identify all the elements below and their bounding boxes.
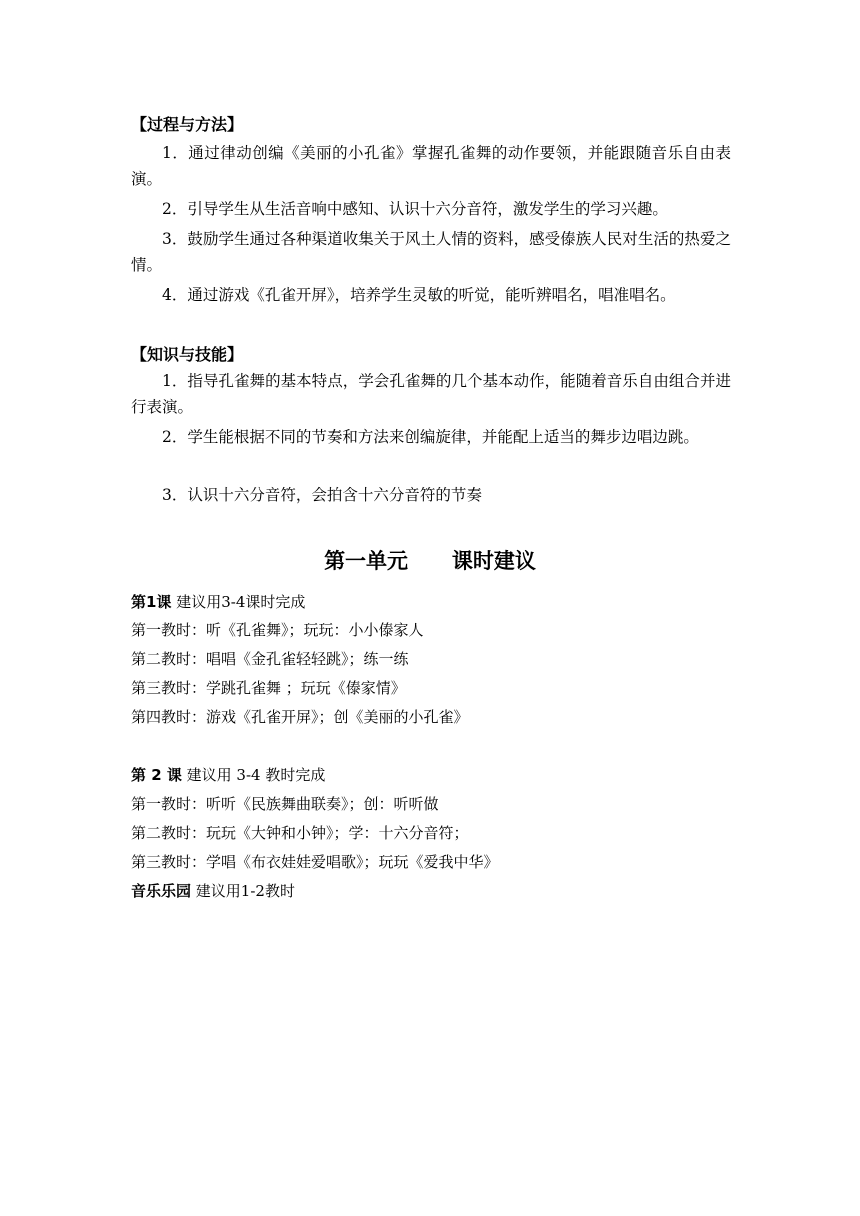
lesson2-header [131,764,325,785]
knowledge-item-1: 1．指导孔雀舞的基本特点，学会孔雀舞的几个基本动作，能随着音乐自由组合并进行表演。 [131,372,731,416]
lesson1-label: 第1课 [131,593,172,611]
music-park-label: 音乐乐园 [131,882,192,900]
lesson1-period-4: 第四教时：游戏《孔雀开屏》；创《美丽的小孔雀》 [131,708,469,726]
music-park-line [131,880,295,901]
lesson2-period-3: 第三教时：学唱《布衣娃娃爱唱歌》；玩玩《爱我中华》 [131,853,499,871]
lesson1-suggestion: 建议用3-4课时完成 [171,593,306,611]
lesson1-period-1: 第一教时：听《孔雀舞》；玩玩：小小傣家人 [131,621,424,639]
process-item-1: 1．通过律动创编《美丽的小孔雀》掌握孔雀舞的动作要领，并能跟随音乐自由表演。 [131,144,731,188]
lesson1-period-2: 第二教时：唱唱《金孔雀轻轻跳》；练一练 [131,650,409,668]
knowledge-item-3: 3．认识十六分音符，会拍含十六分音符的节奏 [162,486,482,504]
lesson1-period-3: 第三教时：学跳孔雀舞 ；玩玩《傣家情》 [131,679,406,697]
music-park-suggestion: 建议用1-2教时 [191,882,295,900]
lesson2-label: 第 2 课 [131,766,182,784]
lesson2-suggestion: 建议用 3-4 教时完成 [181,766,326,784]
process-item-2: 2．引导学生从生活音响中感知、认识十六分音符，激发学生的学习兴趣。 [162,200,668,218]
process-item-3: 3．鼓励学生通过各种渠道收集关于风土人情的资料，感受傣族人民对生活的热爱之情。 [131,230,731,274]
lesson2-period-2: 第二教时：玩玩《大钟和小钟》；学：十六分音符； [131,824,469,842]
lesson1-header [131,591,305,612]
knowledge-heading: 【知识与技能】 [131,345,244,364]
process-item-4: 4．通过游戏《孔雀开屏》，培养学生灵敏的听觉，能听辨唱名，唱准唱名。 [162,286,676,304]
process-heading: 【过程与方法】 [131,115,244,134]
unit-title: 第一单元 课时建议 [324,549,536,573]
lesson2-period-1: 第一教时：听听《民族舞曲联奏》；创：听听做 [131,795,439,813]
knowledge-item-2: 2．学生能根据不同的节奏和方法来创编旋律，并能配上适当的舞步边唱边跳。 [162,428,699,446]
